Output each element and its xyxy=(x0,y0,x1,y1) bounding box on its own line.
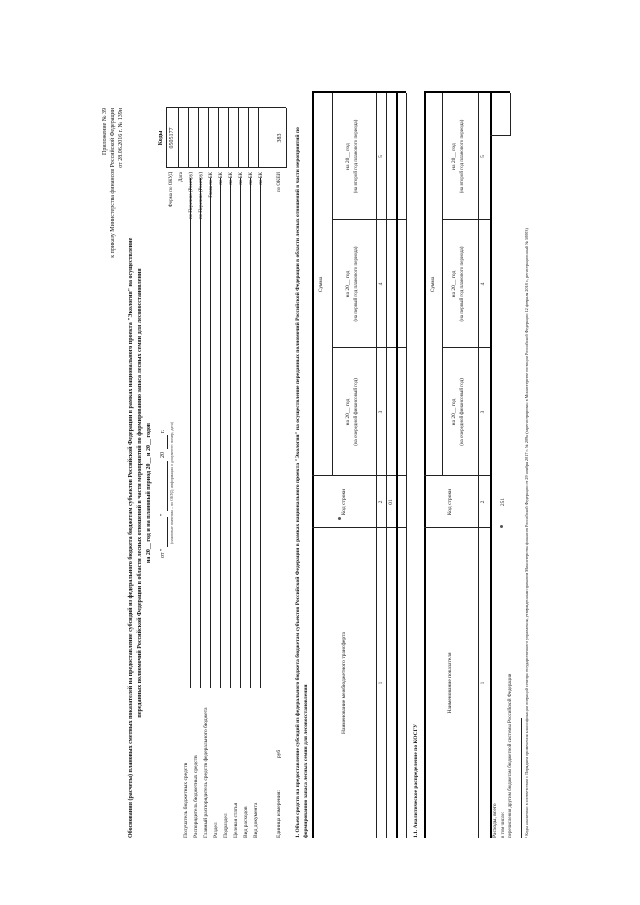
s1-col-code: Код строки xyxy=(341,488,347,516)
code-label-5: Глава по БК xyxy=(209,172,214,198)
s1-col-name: Наименование межбюджетного трансферта xyxy=(341,632,347,734)
codes-header: Коды xyxy=(158,130,164,146)
units-value: руб xyxy=(276,749,282,758)
date-middle: " xyxy=(160,513,166,516)
s11-col-y3-sub: (на второй год планового периода) xyxy=(460,119,465,194)
field-expense-type: Вид расходов xyxy=(243,806,249,838)
appendix-line-3: от 28.06.2016 г. № 139н xyxy=(118,108,124,168)
field-document-type: Вид документа xyxy=(253,802,259,838)
scan-speck xyxy=(338,517,341,520)
s1-num-4: 4 xyxy=(378,282,384,286)
footnote: ¹ Коды аналитики в соответствии с Порядком применения классификации операций сектора государственного управления, утвержденным приказом Министерства финансов Российской Федерации от 29 ноября 2017 г. № 209н (зарегистрирован в Министерстве юстиции Российской Федерации 12 февраля 2018 г., регистрационный № 50003) xyxy=(524,228,529,838)
okei-label: по ОКЕИ xyxy=(277,172,282,193)
section1-heading-2: формированию запаса лесных семян для лесовосстановления xyxy=(303,684,309,838)
code-label-3: по Перечню (Реестру) xyxy=(189,172,194,220)
s11-col-y1-sub: (на очередной финансовый год) xyxy=(460,378,465,446)
field-recipient-line xyxy=(190,178,191,688)
date-year-underline xyxy=(167,435,168,449)
s11-transfers: перечисления другим бюджетам бюджетной системы Российской Федерации xyxy=(508,673,513,838)
code-label-7: по БК xyxy=(229,172,234,185)
code-label-2: Дата xyxy=(179,172,184,182)
s1-code-01: 01 xyxy=(388,499,394,505)
field-manager: Распорядитель бюджетных средств xyxy=(193,755,199,838)
s11-num-3: 3 xyxy=(480,410,486,414)
s1-col-y3: на 20__ год xyxy=(345,143,351,170)
s11-total: Расходы, всего xyxy=(492,803,498,838)
s1-num-2: 2 xyxy=(378,500,384,504)
s11-col-sum: Сумма xyxy=(430,276,436,293)
s11-col-name: Наименование показателя xyxy=(447,652,453,714)
s11-num-5: 5 xyxy=(480,155,486,158)
title-line-1: Обоснования (расчеты) плановых сметных показателей на предоставление субсидий из федерального бюджета бюджетам субъектов Российской Федерации в рамках национального проекта "Экология" на осуществление xyxy=(128,237,134,838)
s11-code-251: 251 xyxy=(500,497,506,507)
field-section: Раздел xyxy=(213,822,219,838)
s11-col-y2-sub: (на первый год планового периода) xyxy=(460,246,465,322)
title-line-2: переданных полномочий Российской Федерации в области лесных отношений в части мероприятий по формированию запаса лесных семян для лесовосстановления xyxy=(137,268,143,718)
title-line-3: на 20__ год и на плановый период 20__ и 20__ годов xyxy=(146,422,152,564)
codes-okud-value: 0505177 xyxy=(169,127,175,149)
s11-num-2: 2 xyxy=(480,500,486,504)
code-label-9: по БК xyxy=(249,172,254,185)
s1-num-3: 3 xyxy=(378,410,384,414)
field-subsection: Подраздел xyxy=(223,813,229,838)
s11-col-y3: на 20__ год xyxy=(451,143,457,170)
s1-col-y3-sub: (на второй год планового периода) xyxy=(354,119,359,194)
field-recipient: Получатель бюджетных средств xyxy=(183,762,189,838)
date-day-underline xyxy=(167,517,168,547)
s11-num-1: 1 xyxy=(480,681,486,685)
date-caption: (плановые значения – по ОКУД; информация о документе: номер, дата) xyxy=(169,422,174,545)
date-month-underline xyxy=(167,461,168,511)
code-label-10: по БК xyxy=(259,172,264,185)
date-year: 20 xyxy=(160,452,166,458)
appendix-line-2: к приказу Министерства финансов Российской Федерации xyxy=(110,108,116,258)
s1-col-y2-sub: (на первый год планового периода) xyxy=(354,246,359,322)
s11-col-y1: на 20__ год xyxy=(451,398,457,426)
s11-col-y2: на 20__ год xyxy=(451,270,457,298)
s11-num-4: 4 xyxy=(480,282,486,286)
field-chief-manager: Главный распорядитель средств федерального бюджета xyxy=(203,707,209,838)
s1-col-y1: на 20__ год xyxy=(345,398,351,426)
s1-num-1: 1 xyxy=(378,681,384,685)
footnote-rule xyxy=(521,718,522,838)
s1-col-y2: на 20__ год xyxy=(345,270,351,298)
section11-heading: 1.1. Аналитическое распределение по КОСГУ xyxy=(413,723,419,838)
s1-col-sum: Сумма xyxy=(318,276,324,293)
s1-col-y1-sub: (на очередной финансовый год) xyxy=(354,378,359,446)
units-label: Единица измерения: xyxy=(276,790,282,838)
section1-heading: 1. Объем средств на предоставление субсидий из федерального бюджета бюджетам субъектов Российской Федерации в рамках национального проекта "Экология" на осуществление переданных полномочий Российской Федерации в области лесных отношений в части мероприятий по xyxy=(295,127,301,838)
okei-value: 383 xyxy=(277,133,283,143)
code-label-8: по БК xyxy=(239,172,244,185)
code-label-4: по Перечню (Реестру) xyxy=(199,172,204,220)
s11-col-code: Код строки xyxy=(447,488,453,516)
appendix-line-1: Приложение № 39 xyxy=(102,108,108,155)
s1-num-5: 5 xyxy=(378,155,384,158)
date-prefix: от " xyxy=(160,548,166,558)
scan-speck xyxy=(500,525,503,528)
document-page xyxy=(80,68,560,858)
code-label-1: Форма по ОКУД xyxy=(169,172,174,208)
date-suffix: г. xyxy=(160,429,166,433)
field-target-article: Целевая статья xyxy=(233,802,239,838)
s11-incl: в том числе: xyxy=(501,811,506,838)
code-label-6: по БК xyxy=(219,172,224,185)
